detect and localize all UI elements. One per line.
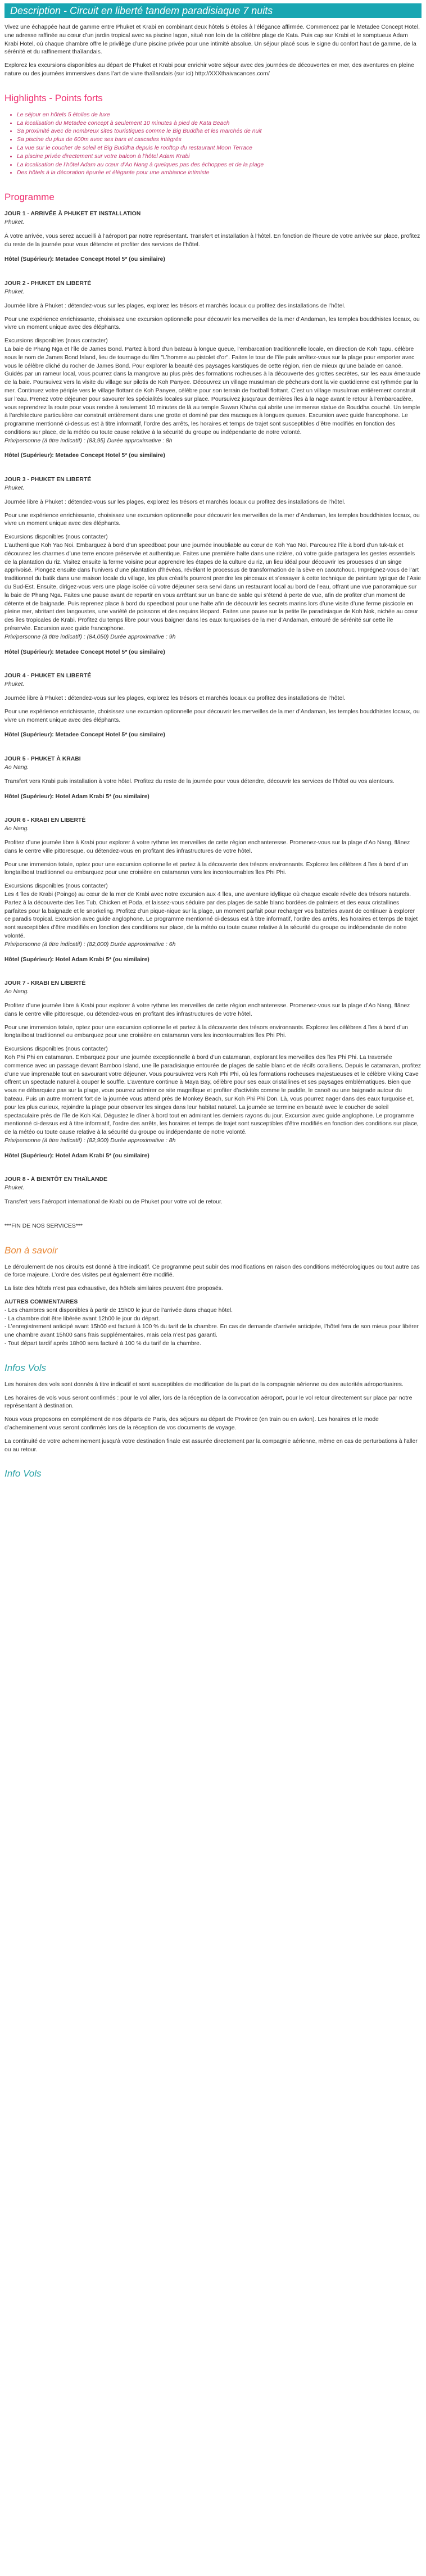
excursion-price: Prix/personne (à titre indicatif) : (82,000) Durée approximative : 6h <box>4 941 176 948</box>
day-place: Ao Nang. <box>4 764 29 771</box>
day-title: JOUR 3 - PHUKET EN LIBERTÉ <box>4 477 92 483</box>
autres-commentaires-heading: AUTRES COMMENTAIRES <box>4 1299 78 1306</box>
day-paragraph: Profitez d’une journée libre à Krabi pour explorer à votre rythme les merveilles de cette région enchanteresse. Promenez-vous sur la plage d’Ao Nang, flânez dans le centre ville pittoresque, ou détendez-vous en profitant des infrastructures de votre hôtel. <box>4 839 410 854</box>
excursions-title: Excursions disponibles (nous contacter) <box>4 534 108 541</box>
intro-paragraph: Vivez une échappée haut de gamme entre Phuket et Krabi en combinant deux hôtels 5 étoiles à l’élégance affirmée. Commencez par le Metadee Concept Hotel, une adresse raffinée au cœur d’un jardin tropical avec sa piscine lagon, situé non loin de la célèbre plage de Kata. Puis cap sur Krabi et le somptueux Adam Krabi Hotel, où chaque chambre offre le privilège d’une piscine privée pour une intimité absolue. Un séjour placé sous le signe du confort haut de gamme, de la sérénité et du raffinement thaïlandais. <box>4 24 420 56</box>
day-paragraph: À votre arrivée, vous serez accueilli à l’aéroport par notre représentant. Transfert et installation à l’hôtel. En fonction de l’heure de votre arrivée sur place, profitez du reste de la journée pour vous détendre et profiter des services de l’hôtel. <box>4 233 420 248</box>
day-hotel: Hôtel (Supérieur): Metadee Concept Hotel 5* (ou similaire) <box>4 732 165 739</box>
point-fort-item: • Sa proximité avec de nombreux sites touristiques comme le Big Buddha et les marchés de nuit <box>17 128 422 136</box>
day-title: JOUR 1 - ARRIVÉE À PHUKET ET INSTALLATION <box>4 211 141 218</box>
day-hotel: Hôtel (Supérieur): Metadee Concept Hotel 5* (ou similaire) <box>4 452 165 459</box>
excursions-block <box>4 533 422 641</box>
infos-vols-paragraph: Les horaires des vols sont donnés à titre indicatif et sont susceptibles de modification de la part de la compagnie aérienne ou des autorités aéroportuaires. <box>4 1381 404 1388</box>
point-fort-item: • La localisation du Metadee concept à seulement 10 minutes à pied de Kata Beach <box>17 120 422 128</box>
point-fort-item: • Sa piscine du plus de 600m avec ses bars et cascades intégrés <box>17 136 422 144</box>
day-block <box>4 672 422 740</box>
day-paragraph: Profitez d’une journée libre à Krabi pour explorer à votre rythme les merveilles de cette région enchanteresse. Promenez-vous sur la plage d’Ao Nang, flânez dans le centre ville pittoresque, ou détendez-vous en profitant des infrastructures de votre hôtel. <box>4 1002 410 1017</box>
intro-paragraph: Explorez les excursions disponibles au départ de Phuket et Krabi pour enrichir votre séjour avec des journées de découvertes en mer, des aventures en pleine nature ou des journées immersives dans l’art de vivre thaïlandais (sur ici) http://XXXthaivacances.com/ <box>4 62 414 77</box>
end-of-services: ***FIN DE NOS SERVICES*** <box>4 1223 83 1229</box>
day-paragraph: Pour une expérience enrichissante, choisissez une excursion optionnelle pour découvrir les merveilles de la mer d’Andaman, les temples bouddhistes locaux, ou vivre un moment unique avec des éléphants. <box>4 316 420 331</box>
infos-vols-heading: Infos Vols <box>4 1362 47 1373</box>
day-block <box>4 980 422 1160</box>
programme-heading: Programme <box>4 192 55 203</box>
infos-vols-paragraph: La continuité de votre acheminement jusqu’à votre destination finale est assurée directement par la compagnie aérienne, même en cas de perturbations à l’aller ou au retour. <box>4 1438 418 1453</box>
excursions-block <box>4 337 422 445</box>
day-paragraph: Pour une expérience enrichissante, choisissez une excursion optionnelle pour découvrir les merveilles de la mer d’Andaman, les temples bouddhistes locaux, ou vivre un moment unique avec des éléphants. <box>4 512 420 527</box>
points-forts-list <box>4 111 422 178</box>
day-place: Phuket. <box>4 219 25 225</box>
bon-a-savoir-heading: Bon à savoir <box>4 1244 58 1256</box>
day-title: JOUR 8 - À BIENTÔT EN THAÏLANDE <box>4 1176 107 1183</box>
day-title: JOUR 5 - PHUKET À KRABI <box>4 756 81 763</box>
excursions-block <box>4 1045 422 1146</box>
day-block <box>4 755 422 801</box>
excursions-description: L’authentique Koh Yao Noi. Embarquez à bord d’un speedboat pour une journée inoubliable au cœur de Koh Yao Noi. Parcourez l’île à bord d’un tuk-tuk et découvrez les charmes d’une terre encore préservée et authentique. Faites une première halte dans une rizière, où votre guide partagera les gestes essentiels de la plantation du riz. Visitez ensuite la ferme voisine pour apprendre les étapes de la culture du riz, un lieu idéal pour découvrir les prouesses d’un singe apprivoisé. Plongez ensuite dans l’univers d’une plantation d’hévéas, révélant le processus de transformation de la sève en caoutchouc. Imprégnez-vous de l’art traditionnel du batik dans une maison locale du village, les plus créatifs pourront prendre les pinceaux et s’essayer à cette technique de peinture typique de l’Asie du Sud-Est. Ensuite, dirigez-vous vers une plage isolée où votre déjeuner sera servi dans un restaurant local au bord de l’eau, offrant une vue panoramique sur la baie de Phang Nga. Faites une pause avant de repartir en vous arrêtant sur un banc de sable qui s’étend à perte de vue, afin de profiter d’un moment de détente et de baignade. Puis reprenez place à bord du speedboat pour une halte afin de découvrir les secrets marins lors d’une visite d’une ferme piscicole en pleine mer, abritant des langoustes, une variété de poissons et des requins léopard. Faites une pause sur la petite île paradisiaque de Koh Nok, nichée au cœur des îles tropicales de Krabi. Profitez du temps libre pour vous baigner dans les eaux turquoises de la mer d’Andaman, entouré de sérénité sur cette île préservée. Excursion avec guide francophone. <box>4 542 422 632</box>
excursion-price: Prix/personne (à titre indicatif) : (83,95) Durée approximative : 8h <box>4 437 173 444</box>
infos-vols-paragraph: Nous vous proposons en complément de nos départs de Paris, des séjours au départ de Province (en train ou en avion). Les horaires et le mode d’acheminement vous seront confirmés lors de la réception de vos documents de voyage. <box>4 1416 379 1432</box>
programme-days <box>4 210 422 1207</box>
day-block <box>4 210 422 264</box>
day-paragraph: Journée libre à Phuket : détendez-vous sur les plages, explorez les trésors et marchés locaux ou profitez des installations de l’hôtel. <box>4 499 346 505</box>
point-fort-item: • La localisation de l’hôtel Adam au cœur d’Ao Nang à quelques pas des échoppes et de la plage <box>17 161 422 170</box>
day-paragraph: Transfert vers Krabi puis installation à votre hôtel. Profitez du reste de la journée pour vous détendre, découvrir les services de l’hôtel ou vos alentours. <box>4 778 395 785</box>
excursions-description: Koh Phi Phi en catamaran. Embarquez pour une journée exceptionnelle à bord d’un catamaran, explorant les merveilles des îles Phi Phi. La traversée commence avec un passage devant Bamboo Island, une île paradisiaque entourée de plages de sable blanc et de récifs coralliens. Depuis le catamaran, profitez d’une vue imprenable tout en savourant votre déjeuner. Vous poursuivrez vers Koh Phi Phi, où les formations rocheuses majestueuses et le célèbre Viking Cave offrent un spectacle naturel à couper le souffle. L’aventure continue à Maya Bay, célèbre pour ses eaux cristallines et ses paysages emblématiques. Bien que vous ne débarquiez pas sur la plage, vous pourrez admirer ce site magnifique et profiter d’activités comme le paddle, le canoë ou une baignade autour du bateau. Puis un autre moment fort de la journée vous attend près de Monkey Beach, sur Koh Phi Phi Don. Là, vous pourrez nager dans des eaux turquoise et, pour les plus curieux, rejoindre la plage pour observer les singes dans leur habitat naturel. La journée se termine en beauté avec le coucher de soleil spectaculaire près de l’île de Koh Kai. Dégustez le dîner à bord tout en admirant les derniers rayons du jour. Excursion avec guide anglophone. Le programme mentionné ci-dessus est à titre informatif, l’ordre des arrêts, les horaires et temps de trajet sont susceptibles d’être modifiés en fonction des conditions sur place, de la météo ou toute cause relative à la sécurité du groupe ou indépendante de notre volonté. <box>4 1054 422 1136</box>
points-forts-heading: Highlights - Points forts <box>4 92 103 103</box>
excursions-title: Excursions disponibles (nous contacter) <box>4 338 108 345</box>
page <box>0 3 426 1480</box>
excursions-title: Excursions disponibles (nous contacter) <box>4 883 108 890</box>
autres-commentaires-line: - La chambre doit être libérée avant 12h00 le jour du départ. <box>4 1315 160 1322</box>
day-place: Ao Nang. <box>4 989 29 995</box>
autres-commentaires-line: - Les chambres sont disponibles à partir de 15h00 le jour de l’arrivée dans chaque hôtel. <box>4 1307 233 1314</box>
day-hotel: Hôtel (Supérieur): Hotel Adam Krabi 5* (ou similaire) <box>4 1152 149 1159</box>
point-fort-item: • Le séjour en hôtels 5 étoiles de luxe <box>17 111 422 120</box>
day-title: JOUR 2 - PHUKET EN LIBERTÉ <box>4 280 92 287</box>
day-hotel: Hôtel (Supérieur): Metadee Concept Hotel 5* (ou similaire) <box>4 256 165 263</box>
day-hotel: Hôtel (Supérieur): Hotel Adam Krabi 5* (ou similaire) <box>4 956 149 963</box>
day-block <box>4 1176 422 1206</box>
day-title: JOUR 7 - KRABI EN LIBERTÉ <box>4 980 86 987</box>
day-paragraph: Pour une immersion totale, optez pour une excursion optionnelle et partez à la découverte des trésors environnants. Explorez les célèbres 4 îles à bord d’un longtailboat traditionnel ou embarquez pour une croisière en catamaran vers les incontournables îles Phi Phi. <box>4 1024 408 1039</box>
day-paragraph: Pour une expérience enrichissante, choisissez une excursion optionnelle pour découvrir les merveilles de la mer d’Andaman, les temples bouddhistes locaux, ou vivre un moment unique avec des éléphants. <box>4 708 420 723</box>
day-block <box>4 280 422 460</box>
day-paragraph: Transfert vers l’aéroport international de Krabi ou de Phuket pour votre vol de retour. <box>4 1199 223 1206</box>
autres-commentaires-list <box>4 1307 422 1348</box>
day-hotel: Hôtel (Supérieur): Hotel Adam Krabi 5* (ou similaire) <box>4 793 149 800</box>
day-block <box>4 476 422 657</box>
bon-a-savoir-section <box>4 1264 422 1293</box>
info-vols-heading: Info Vols <box>4 1468 42 1479</box>
autres-commentaires-line: - Tout départ tardif après 18h00 sera facturé à 100 % du tarif de la chambre. <box>4 1341 201 1347</box>
infos-vols-paragraph: Les horaires de vols vous seront confirmés : pour le vol aller, lors de la réception de la convocation aéroport, pour le vol retour directement sur place par notre représentant à destination. <box>4 1395 413 1410</box>
autres-commentaires-line: - L’enregistrement anticipé avant 15h00 est facturé à 100 % du tarif de la chambre. En cas de demande d’arrivée anticipée, l’hôtel fera de son mieux pour libérer une chambre avant 15h00 sans frais supplémentaires, mais cela n’est pas garanti. <box>4 1324 419 1339</box>
point-fort-item: • La piscine privée directement sur votre balcon à l’hôtel Adam Krabi <box>17 153 422 161</box>
excursions-description: Les 4 îles de Krabi (Poingo) au cœur de la mer de Krabi avec notre excursion aux 4 îles, une aventure idyllique où chaque escale révèle des trésors naturels. Partez à la découverte des îles Tub, Chicken et Poda, et laissez-vous séduire par des plages de sable blanc bordées de palmiers et des eaux cristallines parfaites pour la baignade et le snorkeling. Profitez d’un pique-nique sur la plage, un moment parfait pour recharger vos batteries avant de continuer à explorer ce paradis tropical. Excursion avec guide anglophone. Le programme mentionné ci-dessus est à titre informatif, l’ordre des arrêts, les horaires et temps de trajet sont susceptibles d’être modifiés en fonction des conditions sur place, de la météo ou toute cause relative à la sécurité du groupe ou indépendante de notre volonté. <box>4 891 418 939</box>
point-fort-item: • Des hôtels à la décoration épurée et élégante pour une ambiance intimiste <box>17 169 422 178</box>
day-block <box>4 817 422 964</box>
excursion-price: Prix/personne (à titre indicatif) : (84,050) Durée approximative : 9h <box>4 633 176 640</box>
day-place: Phuket. <box>4 681 25 688</box>
infos-vols-section <box>4 1381 422 1455</box>
excursion-price: Prix/personne (à titre indicatif) : (82,900) Durée approximative : 8h <box>4 1137 176 1144</box>
day-place: Phuket. <box>4 288 25 295</box>
day-title: JOUR 4 - PHUKET EN LIBERTÉ <box>4 673 92 680</box>
excursions-block <box>4 882 422 949</box>
page-title: Description - Circuit en liberté tandem paradisiaque 7 nuits <box>4 3 422 18</box>
day-paragraph: Journée libre à Phuket : détendez-vous sur les plages, explorez les trésors et marchés locaux ou profitez des installations de l’hôtel. <box>4 695 346 702</box>
point-fort-item: • La vue sur le coucher de soleil et Big Buddha depuis le rooftop du restaurant Moon Terrace <box>17 144 422 153</box>
intro-section <box>4 24 422 79</box>
day-paragraph: Journée libre à Phuket : détendez-vous sur les plages, explorez les trésors et marchés locaux ou profitez des installations de l’hôtel. <box>4 302 346 309</box>
bon-a-savoir-paragraph: Le déroulement de nos circuits est donné à titre indicatif. Ce programme peut subir des modifications en raison des conditions météorologiques ou tout autre cas de force majeure. L’ordre des visites peut également être modifié. <box>4 1264 420 1279</box>
day-place: Ao Nang. <box>4 826 29 832</box>
day-paragraph: Pour une immersion totale, optez pour une excursion optionnelle et partez à la découverte des trésors environnants. Explorez les célèbres 4 îles à bord d’un longtailboat traditionnel ou embarquez pour une croisière en catamaran vers les incontournables îles Phi Phi. <box>4 861 408 876</box>
day-title: JOUR 6 - KRABI EN LIBERTÉ <box>4 817 86 824</box>
excursions-title: Excursions disponibles (nous contacter) <box>4 1046 108 1053</box>
excursions-description: La baie de Phang Nga et l’île de James Bond. Partez à bord d’un bateau à longue queue, l’embarcation traditionnelle locale, en direction de Koh Tapu, célèbre sous le nom de James Bond Island, lieu de tournage du film "L’homme au pistolet d’or". Faites le tour de l’île puis arrêtez-vous sur la plage pour emporter avec vous le célèbre cliché du rocher de James Bond. Pour explorer la beauté des paysages karstiques de cette région, rien de mieux qu’une balade en canoë. Guidés par un rameur local, vous pourrez dans la mangrove au plus près des formations rocheuses à la découverte des grottes secrètes, sur les eaux émeraude de la baie. Poursuivez vers la visite du village sur pilotis de Koh Panyee. Découvrez un village musulman de pêcheurs dont la vie quotidienne est rythmée par la mer. Continuez votre périple vers le village flottant de Koh Panyee, célèbre pour son terrain de football flottant. C’est un village musulman entièrement construit sur l’eau. Prenez votre déjeuner pour savourer les spécialités locales sur place. Poursuivez jusqu’aux dernières îles à la nage avant le retour à l’embarcadère, vous reprendrez la route pour vous rendre à seulement 10 minutes de là au temple Suwan Khuha qui abrite une immense statue de Bouddha couché. Un temple à l’architecture particulière car construit entièrement dans une grotte et dominé par des macaques à longues queues. Excursion avec guide francophone. Le programme mentionné ci-dessus est à titre informatif, l’ordre des arrêts, les horaires et temps de trajet sont susceptibles d’être modifiés en fonction des conditions sur place, de la météo ou toute cause relative à la sécurité du groupe ou indépendante de notre volonté. <box>4 346 420 436</box>
day-hotel: Hôtel (Supérieur): Metadee Concept Hotel 5* (ou similaire) <box>4 649 165 655</box>
day-place: Phuket. <box>4 485 25 492</box>
bon-a-savoir-paragraph: La liste des hôtels n’est pas exhaustive, des hôtels similaires peuvent être proposés. <box>4 1285 223 1292</box>
day-place: Phuket. <box>4 1185 25 1192</box>
